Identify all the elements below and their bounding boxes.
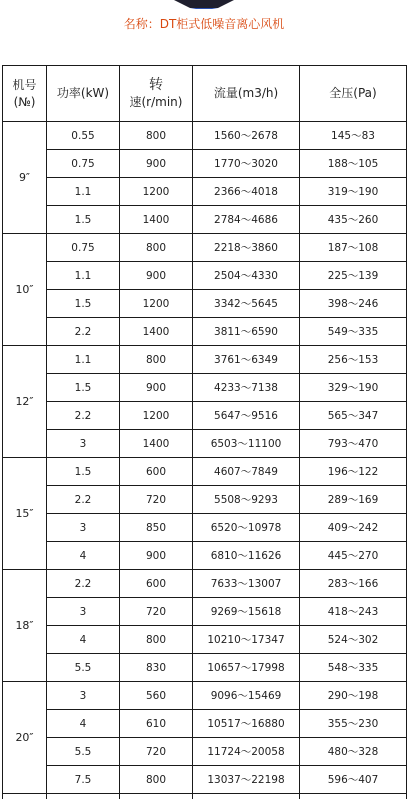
pressure-cell: 196～122	[300, 458, 407, 486]
power-cell: 1.1	[47, 262, 120, 290]
model-cell: 10″	[3, 234, 47, 346]
power-cell: 1.5	[47, 458, 120, 486]
table-body	[3, 122, 407, 799]
header-pressure: 全压(Pa)	[300, 66, 407, 122]
table-row	[3, 402, 407, 430]
pressure-cell: 187～108	[300, 234, 407, 262]
flow-cell: 13037～22198	[193, 766, 300, 794]
table-row	[3, 206, 407, 234]
fan-spec-table	[2, 65, 407, 799]
power-cell: 2.2	[47, 318, 120, 346]
header-flow: 流量(m3/h)	[193, 66, 300, 122]
header-speed-line1: 转	[149, 77, 163, 93]
table-row	[3, 346, 407, 374]
power-cell: 3	[47, 598, 120, 626]
pressure-cell: 319～190	[300, 178, 407, 206]
power-cell: 1.5	[47, 374, 120, 402]
table-row	[3, 290, 407, 318]
speed-cell: 830	[120, 654, 193, 682]
speed-cell: 900	[120, 150, 193, 178]
table-row	[3, 710, 407, 738]
empty-cell	[300, 794, 407, 799]
flow-cell: 11724～20058	[193, 738, 300, 766]
speed-cell: 800	[120, 346, 193, 374]
speed-cell: 1400	[120, 206, 193, 234]
speed-cell: 600	[120, 570, 193, 598]
page-title: 名称：DT柜式低噪音离心风机	[0, 16, 408, 32]
table-row	[3, 150, 407, 178]
power-cell: 5.5	[47, 738, 120, 766]
flow-cell: 4233～7138	[193, 374, 300, 402]
speed-cell: 900	[120, 374, 193, 402]
flow-cell: 3342～5645	[193, 290, 300, 318]
header-model-line1: 机号	[12, 78, 36, 92]
model-cell: 20″	[3, 682, 47, 794]
table-row	[3, 374, 407, 402]
flow-cell: 7633～13007	[193, 570, 300, 598]
power-cell: 3	[47, 430, 120, 458]
power-cell: 2.2	[47, 570, 120, 598]
header-speed	[120, 66, 193, 122]
power-cell: 1.1	[47, 346, 120, 374]
speed-cell: 1400	[120, 318, 193, 346]
empty-cell	[120, 794, 193, 799]
flow-cell: 1770～3020	[193, 150, 300, 178]
flow-cell: 10517～16880	[193, 710, 300, 738]
flow-cell: 6503～11100	[193, 430, 300, 458]
speed-cell: 720	[120, 486, 193, 514]
table-row	[3, 430, 407, 458]
table-row	[3, 626, 407, 654]
table-row	[3, 514, 407, 542]
header-model	[3, 66, 47, 122]
empty-cell	[193, 794, 300, 799]
power-cell: 2.2	[47, 486, 120, 514]
pressure-cell: 329～190	[300, 374, 407, 402]
power-cell: 1.5	[47, 206, 120, 234]
power-cell: 2.2	[47, 402, 120, 430]
speed-cell: 850	[120, 514, 193, 542]
top-banner-graphic	[174, 0, 234, 9]
pressure-cell: 418～243	[300, 598, 407, 626]
header-power: 功率(kW)	[47, 66, 120, 122]
speed-cell: 1200	[120, 290, 193, 318]
pressure-cell: 256～153	[300, 346, 407, 374]
speed-cell: 800	[120, 766, 193, 794]
table-row	[3, 458, 407, 486]
flow-cell: 5508～9293	[193, 486, 300, 514]
power-cell: 0.75	[47, 150, 120, 178]
model-cell: 12″	[3, 346, 47, 458]
power-cell: 0.55	[47, 122, 120, 150]
flow-cell: 9269～15618	[193, 598, 300, 626]
pressure-cell: 145～83	[300, 122, 407, 150]
speed-cell: 1200	[120, 402, 193, 430]
pressure-cell: 445～270	[300, 542, 407, 570]
speed-cell: 800	[120, 122, 193, 150]
speed-cell: 800	[120, 234, 193, 262]
table-row	[3, 178, 407, 206]
flow-cell: 10210～17347	[193, 626, 300, 654]
table-row	[3, 598, 407, 626]
pressure-cell: 549～335	[300, 318, 407, 346]
power-cell: 0.75	[47, 234, 120, 262]
power-cell: 4	[47, 626, 120, 654]
flow-cell: 9096～15469	[193, 682, 300, 710]
flow-cell: 2366～4018	[193, 178, 300, 206]
table-row	[3, 654, 407, 682]
pressure-cell: 435～260	[300, 206, 407, 234]
flow-cell: 6520～10978	[193, 514, 300, 542]
pressure-cell: 225～139	[300, 262, 407, 290]
power-cell: 5.5	[47, 654, 120, 682]
flow-cell: 10657～17998	[193, 654, 300, 682]
power-cell: 3	[47, 514, 120, 542]
empty-cell	[47, 794, 120, 799]
pressure-cell: 548～335	[300, 654, 407, 682]
speed-cell: 900	[120, 262, 193, 290]
pressure-cell: 290～198	[300, 682, 407, 710]
pressure-cell: 398～246	[300, 290, 407, 318]
header-model-line2: (№)	[14, 95, 36, 109]
pressure-cell: 289～169	[300, 486, 407, 514]
pressure-cell: 355～230	[300, 710, 407, 738]
model-cell: 9″	[3, 122, 47, 234]
header-speed-line2: 速(r/min)	[130, 95, 183, 109]
model-cell: 18″	[3, 570, 47, 682]
flow-cell: 6810～11626	[193, 542, 300, 570]
speed-cell: 720	[120, 738, 193, 766]
table-header-row	[3, 66, 407, 122]
pressure-cell: 188～105	[300, 150, 407, 178]
speed-cell: 1400	[120, 430, 193, 458]
table-row	[3, 234, 407, 262]
speed-cell: 560	[120, 682, 193, 710]
pressure-cell: 793～470	[300, 430, 407, 458]
flow-cell: 3761～6349	[193, 346, 300, 374]
power-cell: 7.5	[47, 766, 120, 794]
speed-cell: 610	[120, 710, 193, 738]
speed-cell: 1200	[120, 178, 193, 206]
pressure-cell: 409～242	[300, 514, 407, 542]
pressure-cell: 480～328	[300, 738, 407, 766]
flow-cell: 3811～6590	[193, 318, 300, 346]
speed-cell: 900	[120, 542, 193, 570]
table-row	[3, 766, 407, 794]
model-cell: 15″	[3, 458, 47, 570]
table-row	[3, 738, 407, 766]
table-row	[3, 262, 407, 290]
table-row	[3, 122, 407, 150]
table-row	[3, 542, 407, 570]
flow-cell: 5647～9516	[193, 402, 300, 430]
power-cell: 4	[47, 710, 120, 738]
table-row	[3, 682, 407, 710]
pressure-cell: 524～302	[300, 626, 407, 654]
speed-cell: 800	[120, 626, 193, 654]
power-cell: 4	[47, 542, 120, 570]
table-row	[3, 570, 407, 598]
table-row	[3, 318, 407, 346]
power-cell: 1.5	[47, 290, 120, 318]
speed-cell: 720	[120, 598, 193, 626]
flow-cell: 2784～4686	[193, 206, 300, 234]
pressure-cell: 283～166	[300, 570, 407, 598]
speed-cell: 600	[120, 458, 193, 486]
table-row-cutoff	[3, 794, 407, 799]
power-cell: 3	[47, 682, 120, 710]
power-cell: 1.1	[47, 178, 120, 206]
flow-cell: 4607～7849	[193, 458, 300, 486]
pressure-cell: 596～407	[300, 766, 407, 794]
flow-cell: 1560～2678	[193, 122, 300, 150]
flow-cell: 2504～4330	[193, 262, 300, 290]
flow-cell: 2218～3860	[193, 234, 300, 262]
table-row	[3, 486, 407, 514]
pressure-cell: 565～347	[300, 402, 407, 430]
empty-cell	[3, 794, 47, 799]
